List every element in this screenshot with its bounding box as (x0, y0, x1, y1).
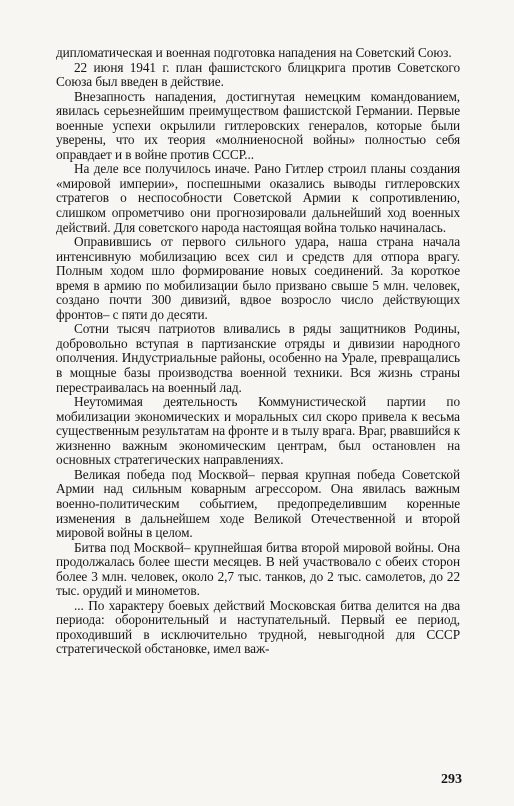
paragraph-5: Оправившись от первого сильного удара, наша страна начала интенсивную мобилизацию всех сил и средств для отпора врагу. Полным ходом шло формирование новых соединений. За короткое время в армию по мобилизации было призвано свыше 5 млн. человек, создано почти 300 дивизий, вдвое возросло число действующих фронтов– с пяти до десяти. (56, 234, 460, 322)
paragraph-2: 22 июня 1941 г. план фашистского блицкрига против Советского Союза был введен в действие. (56, 59, 460, 90)
paragraph-6: Сотни тысяч патриотов вливались в ряды защитников Родины, добровольно вступая в партизанские отряды и дивизии народного ополчения. Индустриальные районы, особенно на Урале, превращались в мощные базы производства военной техники. Вся жизнь страны перестраивалась на военный лад. (56, 321, 460, 395)
paragraph-9: Битва под Москвой– крупнейшая битва второй мировой войны. Она продолжалась более шести месяцев. В ней участвовало с обеих сторон более 3 млн. человек, около 2,7 тыс. танков, до 2 тыс. самолетов, до 22 тыс. орудий и минометов. (56, 539, 460, 599)
paragraph-10: ... По характеру боевых действий Московская битва делится на два периода: оборонительный и наступательный. Первый ее период, проходивший в исключительно трудной, невыгодной для СССР стратегической обстановке, имел важ- (56, 597, 460, 657)
paragraph-1: дипломатическая и военная подготовка нападения на Советский Союз. (56, 45, 452, 60)
page-text (56, 46, 460, 657)
paragraph-8: Великая победа под Москвой– первая крупная победа Советской Армии над сильным коварным агрессором. Она явилась важным военно-политическим событием, предопределившим коренные изменения в дальнейшем ходе Великой Отечественной и второй мировой войны в целом. (56, 466, 460, 541)
paragraph-3: Внезапность нападения, достигнутая немецким командованием, явилась серьезнейшим преимуществом фашистской Германии. Первые военные успехи окрылили гитлеровских генералов, которые были уверены, что их теория «молниеносной войны» полностью себя оправдает и в войне против СССР... (56, 88, 460, 162)
paragraph-7: Неутомимая деятельность Коммунистической партии по мобилизации экономических и моральных сил скоро привела к весьма существенным результатам на фронте и в тылу врага. Враг, рвавшийся к жизненно важным экономическим центрам, был остановлен на основных стратегических направлениях. (56, 394, 460, 468)
paragraph-4: На деле все получилось иначе. Рано Гитлер строил планы создания «мировой империи», поспешными оказались выводы гитлеровских стратегов о неспособности Советской Армии к сопротивлению, слишком опрометчиво они прогнозировали дальнейший ход военных действий. Для советского народа настоящая война только начиналась. (56, 161, 460, 235)
page-number: 293 (441, 772, 462, 787)
